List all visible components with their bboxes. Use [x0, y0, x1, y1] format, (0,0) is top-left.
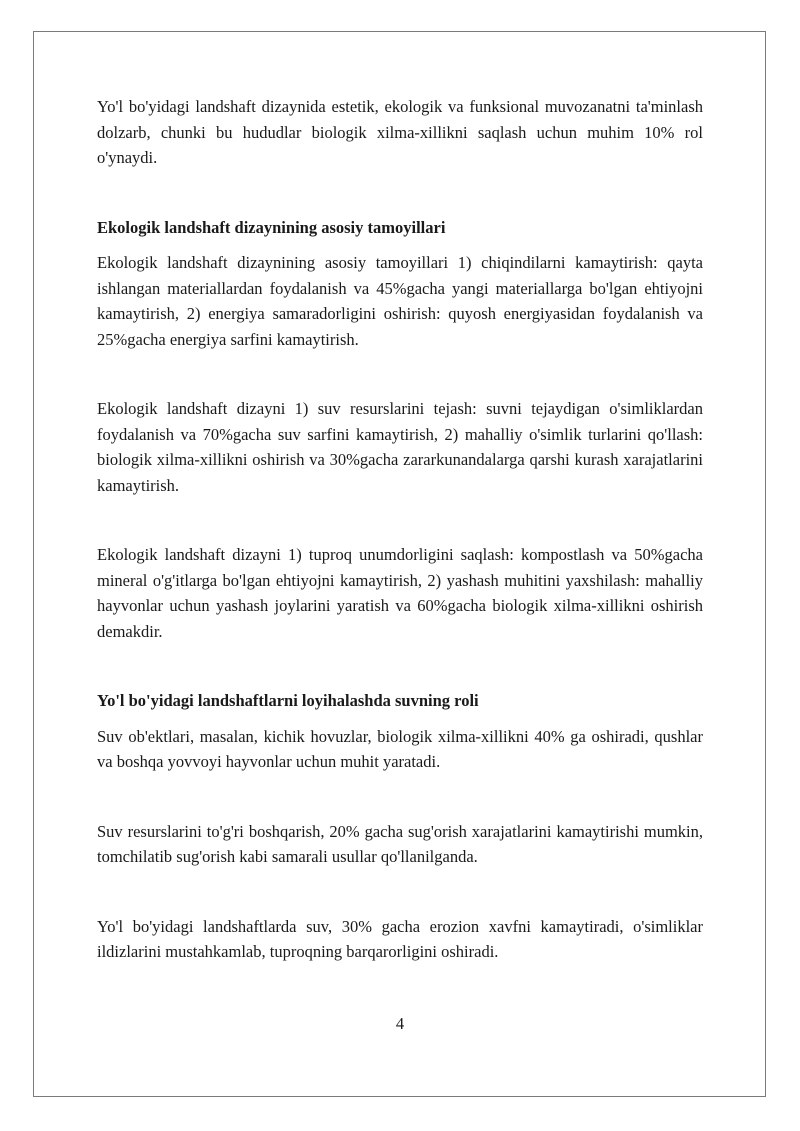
spacer	[97, 171, 703, 215]
spacer	[97, 240, 703, 250]
page-content	[97, 94, 703, 965]
page-number: 4	[395, 1014, 405, 1033]
spacer	[97, 498, 703, 542]
paragraph-water-2: Suv resurslarini to'g'ri boshqarish, 20% gacha sug'orish xarajatlarini kamaytirishi mumkin, tomchilatib sug'orish kabi samarali usullar qo'llanilganda.	[97, 821, 703, 866]
spacer	[97, 775, 703, 819]
spacer	[97, 870, 703, 914]
section-heading-principles: Ekologik landshaft dizaynining asosiy tamoyillari	[97, 217, 446, 237]
section-heading-water-role: Yo'l bo'yidagi landshaftlarni loyihalashda suvning roli	[97, 691, 479, 710]
spacer	[97, 714, 703, 724]
intro-paragraph: Yo'l bo'yidagi landshaft dizaynida estetik, ekologik va funksional muvozanatni ta'minlash dolzarb, chunki bu hududlar biologik xilma-xillikni saqlash uchun muhim 10% rol o'ynaydi.	[97, 97, 703, 167]
spacer	[97, 644, 703, 688]
paragraph-principles-1: Ekologik landshaft dizaynining asosiy tamoyillari 1) chiqindilarni kamaytirish: qayta ishlangan materiallardan foydalanish va 45%gacha yangi materiallarga bo'lgan ehtiyojni kamaytirish, 2) energiya samaradorligini oshirish: quyosh energiyasidan foydalanish va 25%gacha energiya sarfini kamaytirish.	[97, 253, 703, 349]
paragraph-water-3: Yo'l bo'yidagi landshaftlarda suv, 30% gacha erozion xavfni kamaytiradi, o'simliklar ildizlarini mustahkamlab, tuproqning barqarorligini oshiradi.	[97, 916, 703, 961]
spacer	[97, 352, 703, 396]
paragraph-water-1: Suv ob'ektlari, masalan, kichik hovuzlar, biologik xilma-xillikni 40% ga oshiradi, qushlar va boshqa yovvoyi hayvonlar uchun muhit yaratadi.	[97, 726, 703, 771]
paragraph-principles-3: Ekologik landshaft dizayni 1) tuproq unumdorligini saqlash: kompostlash va 50%gacha mineral o'g'itlarga bo'lgan ehtiyojni kamaytirish, 2) yashash muhitini yaxshilash: mahalliy hayvonlar uchun yashash joylarini yaratish va 60%gacha biologik xilma-xillikni oshirish demakdir.	[97, 545, 703, 641]
paragraph-principles-2: Ekologik landshaft dizayni 1) suv resurslarini tejash: suvni tejaydigan o'simliklardan foydalanish va 70%gacha suv sarfini kamaytirish, 2) mahalliy o'simlik turlarini qo'llash: biologik xilma-xillikni oshirish va 30%gacha zararkunandalarga qarshi kurash xarajatlarini kamaytirish.	[97, 399, 703, 495]
